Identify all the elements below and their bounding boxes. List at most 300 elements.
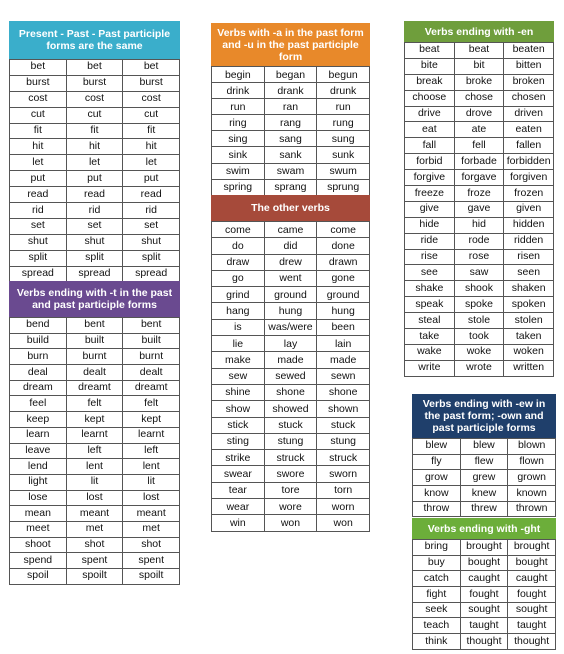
table-row xyxy=(413,486,556,502)
verb-past-participle: chosen xyxy=(504,90,554,106)
table-row xyxy=(405,154,554,170)
verb-present: go xyxy=(212,270,265,286)
verb-present: build xyxy=(10,333,67,349)
verb-past: meant xyxy=(66,506,123,522)
verb-past-participle: shown xyxy=(317,401,370,417)
verb-past-participle: sung xyxy=(317,131,370,147)
table-row xyxy=(405,281,554,297)
verb-past-participle: sunk xyxy=(317,147,370,163)
table-row xyxy=(413,540,556,556)
verb-past: learnt xyxy=(66,427,123,443)
verb-past-participle: bitten xyxy=(504,58,554,74)
verb-past-participle: spoilt xyxy=(123,569,180,585)
verb-past: bought xyxy=(460,555,508,571)
table-row xyxy=(405,360,554,376)
verb-present: blew xyxy=(413,439,461,455)
verb-past: bet xyxy=(66,60,123,76)
verb-present: spend xyxy=(10,553,67,569)
table-row xyxy=(212,384,370,400)
verb-present: spring xyxy=(212,179,265,195)
verb-present: seek xyxy=(413,602,461,618)
verb-present: let xyxy=(10,155,67,171)
table-row xyxy=(405,329,554,345)
verb-past-participle: bet xyxy=(123,60,180,76)
verb-present: rid xyxy=(10,203,67,219)
verb-present: burst xyxy=(10,75,67,91)
verb-present: win xyxy=(212,515,265,531)
verb-past: brought xyxy=(460,540,508,556)
table-row xyxy=(405,43,554,59)
verb-past-participle: left xyxy=(123,443,180,459)
verb-present: teach xyxy=(413,618,461,634)
table-row xyxy=(212,270,370,286)
verb-past: rode xyxy=(454,233,504,249)
verb-present: think xyxy=(413,634,461,650)
table-row xyxy=(10,537,180,553)
table-row xyxy=(212,466,370,482)
table-row xyxy=(413,454,556,470)
verb-past: tore xyxy=(264,482,317,498)
verb-past-participle: put xyxy=(123,171,180,187)
verb-past: spoilt xyxy=(66,569,123,585)
table-row xyxy=(413,501,556,517)
verb-past-participle: burnt xyxy=(123,349,180,365)
verb-past: began xyxy=(264,67,317,83)
verb-past: burst xyxy=(66,75,123,91)
verb-past: swore xyxy=(264,466,317,482)
verb-past-participle: kept xyxy=(123,412,180,428)
verb-past-participle: bought xyxy=(508,555,556,571)
verb-past-participle: blown xyxy=(508,439,556,455)
verb-past-participle: rung xyxy=(317,115,370,131)
verb-past: spoke xyxy=(454,297,504,313)
verb-past: bent xyxy=(66,318,123,334)
verb-past: shook xyxy=(454,281,504,297)
verb-table xyxy=(404,42,554,377)
verb-present: lose xyxy=(10,490,67,506)
verb-present: wake xyxy=(405,344,455,360)
section-ght xyxy=(412,518,556,650)
verb-past: cut xyxy=(66,107,123,123)
verb-past: threw xyxy=(460,501,508,517)
verb-past: lit xyxy=(66,474,123,490)
verb-past-participle: lit xyxy=(123,474,180,490)
verb-past: won xyxy=(264,515,317,531)
section-en xyxy=(404,21,554,377)
table-row xyxy=(413,618,556,634)
table-row xyxy=(212,254,370,270)
verb-present: buy xyxy=(413,555,461,571)
verb-present: learn xyxy=(10,427,67,443)
section-t xyxy=(9,281,180,585)
table-row xyxy=(212,336,370,352)
verb-present: forbid xyxy=(405,154,455,170)
verb-past-participle: fought xyxy=(508,587,556,603)
verb-past-participle: shot xyxy=(123,537,180,553)
table-row xyxy=(10,60,180,76)
verb-present: eat xyxy=(405,122,455,138)
verb-past-participle: sought xyxy=(508,602,556,618)
verb-present: burn xyxy=(10,349,67,365)
verb-past: ground xyxy=(264,287,317,303)
verb-past-participle: cost xyxy=(123,91,180,107)
verb-past: shut xyxy=(66,234,123,250)
table-row xyxy=(413,634,556,650)
verb-past-participle: ground xyxy=(317,287,370,303)
verb-past-participle: struck xyxy=(317,450,370,466)
verb-past-participle: drunk xyxy=(317,83,370,99)
verb-present: write xyxy=(405,360,455,376)
verb-past-participle: dreamt xyxy=(123,380,180,396)
verb-past-participle: drawn xyxy=(317,254,370,270)
verb-past: ate xyxy=(454,122,504,138)
verb-past-participle: eaten xyxy=(504,122,554,138)
verb-past: hid xyxy=(454,217,504,233)
verb-present: speak xyxy=(405,297,455,313)
verb-past-participle: swum xyxy=(317,163,370,179)
verb-past: swam xyxy=(264,163,317,179)
table-row xyxy=(10,412,180,428)
table-row xyxy=(10,380,180,396)
table-row xyxy=(212,482,370,498)
section-header: Verbs ending with -t in the past and past participle forms xyxy=(9,281,180,317)
table-row xyxy=(10,123,180,139)
verb-past-participle: taught xyxy=(508,618,556,634)
table-row xyxy=(10,569,180,585)
table-row xyxy=(10,203,180,219)
verb-past: caught xyxy=(460,571,508,587)
verb-present: throw xyxy=(413,501,461,517)
verb-past: hit xyxy=(66,139,123,155)
table-row xyxy=(10,553,180,569)
verb-present: shine xyxy=(212,384,265,400)
verb-past-participle: run xyxy=(317,99,370,115)
verb-present: break xyxy=(405,74,455,90)
verb-past: gave xyxy=(454,201,504,217)
table-row xyxy=(405,122,554,138)
verb-present: hang xyxy=(212,303,265,319)
verb-past-participle: made xyxy=(317,352,370,368)
table-row xyxy=(212,163,370,179)
table-row xyxy=(10,187,180,203)
verb-present: swear xyxy=(212,466,265,482)
table-row xyxy=(10,266,180,282)
verb-past: cost xyxy=(66,91,123,107)
verb-present: lend xyxy=(10,459,67,475)
verb-past-participle: given xyxy=(504,201,554,217)
verb-past: built xyxy=(66,333,123,349)
table-row xyxy=(212,450,370,466)
table-row xyxy=(212,499,370,515)
verb-past-participle: fit xyxy=(123,123,180,139)
verb-present: deal xyxy=(10,365,67,381)
table-row xyxy=(405,249,554,265)
verb-past-participle: known xyxy=(508,486,556,502)
verb-present: grind xyxy=(212,287,265,303)
verb-past-participle: lain xyxy=(317,336,370,352)
verb-past: sang xyxy=(264,131,317,147)
verb-present: cost xyxy=(10,91,67,107)
table-row xyxy=(10,171,180,187)
verb-past: rang xyxy=(264,115,317,131)
verb-past: froze xyxy=(454,186,504,202)
verb-present: bite xyxy=(405,58,455,74)
section-header: Present - Past - Past participle forms are the same xyxy=(9,21,180,59)
verb-past-participle: seen xyxy=(504,265,554,281)
verb-present: leave xyxy=(10,443,67,459)
verb-present: give xyxy=(405,201,455,217)
verb-present: make xyxy=(212,352,265,368)
verb-present: meet xyxy=(10,521,67,537)
section-header: Verbs with -a in the past form and -u in the past participle form xyxy=(211,23,370,66)
verb-past: fought xyxy=(460,587,508,603)
table-row xyxy=(212,303,370,319)
verb-present: hit xyxy=(10,139,67,155)
verb-past: shot xyxy=(66,537,123,553)
verb-past-participle: torn xyxy=(317,482,370,498)
verb-past-participle: written xyxy=(504,360,554,376)
verb-past-participle: ridden xyxy=(504,233,554,249)
verb-present: is xyxy=(212,319,265,335)
verb-present: split xyxy=(10,250,67,266)
verb-past-participle: forbidden xyxy=(504,154,554,170)
table-row xyxy=(212,131,370,147)
verb-past-participle: burst xyxy=(123,75,180,91)
section-same xyxy=(9,21,180,282)
table-row xyxy=(10,490,180,506)
verb-past-participle: sprung xyxy=(317,179,370,195)
verb-present: choose xyxy=(405,90,455,106)
verb-past: woke xyxy=(454,344,504,360)
verb-past-participle: hidden xyxy=(504,217,554,233)
verb-present: begin xyxy=(212,67,265,83)
verb-present: tear xyxy=(212,482,265,498)
verb-past-participle: stolen xyxy=(504,313,554,329)
verb-present: fit xyxy=(10,123,67,139)
table-row xyxy=(10,234,180,250)
verb-past-participle: rid xyxy=(123,203,180,219)
verb-past: felt xyxy=(66,396,123,412)
section-au xyxy=(211,23,370,196)
verb-past: forgave xyxy=(454,170,504,186)
verb-present: bet xyxy=(10,60,67,76)
verb-present: know xyxy=(413,486,461,502)
verb-past: set xyxy=(66,218,123,234)
verb-present: drive xyxy=(405,106,455,122)
table-row xyxy=(10,75,180,91)
verb-table xyxy=(412,539,556,650)
verb-present: light xyxy=(10,474,67,490)
table-row xyxy=(405,90,554,106)
verb-past: burnt xyxy=(66,349,123,365)
table-row xyxy=(413,571,556,587)
verb-past: put xyxy=(66,171,123,187)
verb-past-participle: brought xyxy=(508,540,556,556)
verb-past-participle: grown xyxy=(508,470,556,486)
verb-present: set xyxy=(10,218,67,234)
verb-past-participle: forgiven xyxy=(504,170,554,186)
table-row xyxy=(413,470,556,486)
verb-present: lie xyxy=(212,336,265,352)
verb-past: hung xyxy=(264,303,317,319)
verb-past: fell xyxy=(454,138,504,154)
verb-past-participle: hit xyxy=(123,139,180,155)
verb-present: wear xyxy=(212,499,265,515)
section-header: Verbs ending with -ght xyxy=(412,518,556,539)
verb-present: show xyxy=(212,401,265,417)
verb-past-participle: woken xyxy=(504,344,554,360)
verb-present: grow xyxy=(413,470,461,486)
verb-past: knew xyxy=(460,486,508,502)
verb-present: stick xyxy=(212,417,265,433)
verb-past-participle: spent xyxy=(123,553,180,569)
section-other xyxy=(211,195,370,532)
verb-present: come xyxy=(212,222,265,238)
verb-table xyxy=(211,221,370,532)
verb-present: freeze xyxy=(405,186,455,202)
verb-past: ran xyxy=(264,99,317,115)
verb-table xyxy=(9,317,180,585)
verb-past-participle: built xyxy=(123,333,180,349)
verb-past-participle: fallen xyxy=(504,138,554,154)
table-row xyxy=(413,602,556,618)
verb-present: sink xyxy=(212,147,265,163)
verb-past-participle: set xyxy=(123,218,180,234)
verb-present: ring xyxy=(212,115,265,131)
verb-past-participle: beaten xyxy=(504,43,554,59)
verb-past-participle: lent xyxy=(123,459,180,475)
verb-present: forgive xyxy=(405,170,455,186)
verb-past: lost xyxy=(66,490,123,506)
table-row xyxy=(10,443,180,459)
verb-present: put xyxy=(10,171,67,187)
verb-past-participle: hung xyxy=(317,303,370,319)
table-row xyxy=(10,91,180,107)
table-row xyxy=(405,138,554,154)
table-row xyxy=(10,218,180,234)
verb-past: beat xyxy=(454,43,504,59)
table-row xyxy=(10,155,180,171)
verb-past: sprang xyxy=(264,179,317,195)
verb-past: blew xyxy=(460,439,508,455)
table-row xyxy=(413,587,556,603)
section-header: Verbs ending with -en xyxy=(404,21,554,42)
verb-past: drank xyxy=(264,83,317,99)
verb-past: spent xyxy=(66,553,123,569)
verb-present: sew xyxy=(212,368,265,384)
verb-past: forbade xyxy=(454,154,504,170)
table-row xyxy=(212,319,370,335)
verb-present: drink xyxy=(212,83,265,99)
verb-present: shut xyxy=(10,234,67,250)
verb-present: shoot xyxy=(10,537,67,553)
verb-present: fight xyxy=(413,587,461,603)
verb-past-participle: been xyxy=(317,319,370,335)
verb-past: kept xyxy=(66,412,123,428)
table-row xyxy=(212,115,370,131)
verb-past-participle: driven xyxy=(504,106,554,122)
verb-present: see xyxy=(405,265,455,281)
verb-present: ride xyxy=(405,233,455,249)
table-row xyxy=(212,417,370,433)
verb-past: split xyxy=(66,250,123,266)
verb-present: shake xyxy=(405,281,455,297)
verb-present: sing xyxy=(212,131,265,147)
verb-past-participle: split xyxy=(123,250,180,266)
verb-past-participle: won xyxy=(317,515,370,531)
verb-past-participle: shaken xyxy=(504,281,554,297)
verb-past: sewed xyxy=(264,368,317,384)
verb-past-participle: spoken xyxy=(504,297,554,313)
table-row xyxy=(405,201,554,217)
verb-past-participle: thrown xyxy=(508,501,556,517)
verb-present: take xyxy=(405,329,455,345)
table-row xyxy=(10,250,180,266)
table-row xyxy=(10,349,180,365)
table-row xyxy=(212,83,370,99)
table-row xyxy=(10,139,180,155)
table-row xyxy=(10,107,180,123)
verb-past: dealt xyxy=(66,365,123,381)
verb-past: stuck xyxy=(264,417,317,433)
verb-present: fly xyxy=(413,454,461,470)
verb-past: made xyxy=(264,352,317,368)
verb-present: spread xyxy=(10,266,67,282)
table-row xyxy=(405,313,554,329)
verb-past-participle: stuck xyxy=(317,417,370,433)
verb-past: wore xyxy=(264,499,317,515)
verb-past-participle: thought xyxy=(508,634,556,650)
table-row xyxy=(10,396,180,412)
verb-past: wrote xyxy=(454,360,504,376)
verb-past: saw xyxy=(454,265,504,281)
verb-present: sting xyxy=(212,433,265,449)
verb-past: spread xyxy=(66,266,123,282)
verb-past: did xyxy=(264,238,317,254)
table-row xyxy=(413,555,556,571)
verb-past-participle: caught xyxy=(508,571,556,587)
verb-past-participle: flown xyxy=(508,454,556,470)
verb-present: draw xyxy=(212,254,265,270)
verb-past: read xyxy=(66,187,123,203)
verb-past: taught xyxy=(460,618,508,634)
verb-past: lay xyxy=(264,336,317,352)
verb-past: went xyxy=(264,270,317,286)
verb-past-participle: shone xyxy=(317,384,370,400)
table-row xyxy=(405,74,554,90)
verb-past: sought xyxy=(460,602,508,618)
table-row xyxy=(10,365,180,381)
verb-present: strike xyxy=(212,450,265,466)
verb-past: shone xyxy=(264,384,317,400)
verb-past-participle: bent xyxy=(123,318,180,334)
table-row xyxy=(405,217,554,233)
verb-past-participle: let xyxy=(123,155,180,171)
section-ew xyxy=(412,394,556,517)
table-row xyxy=(10,333,180,349)
verb-present: keep xyxy=(10,412,67,428)
verb-past: sank xyxy=(264,147,317,163)
table-row xyxy=(405,170,554,186)
verb-past: rid xyxy=(66,203,123,219)
verb-past: struck xyxy=(264,450,317,466)
verb-past: drove xyxy=(454,106,504,122)
verb-past-participle: learnt xyxy=(123,427,180,443)
verb-past-participle: begun xyxy=(317,67,370,83)
verb-past-participle: meant xyxy=(123,506,180,522)
verb-present: catch xyxy=(413,571,461,587)
table-row xyxy=(413,439,556,455)
